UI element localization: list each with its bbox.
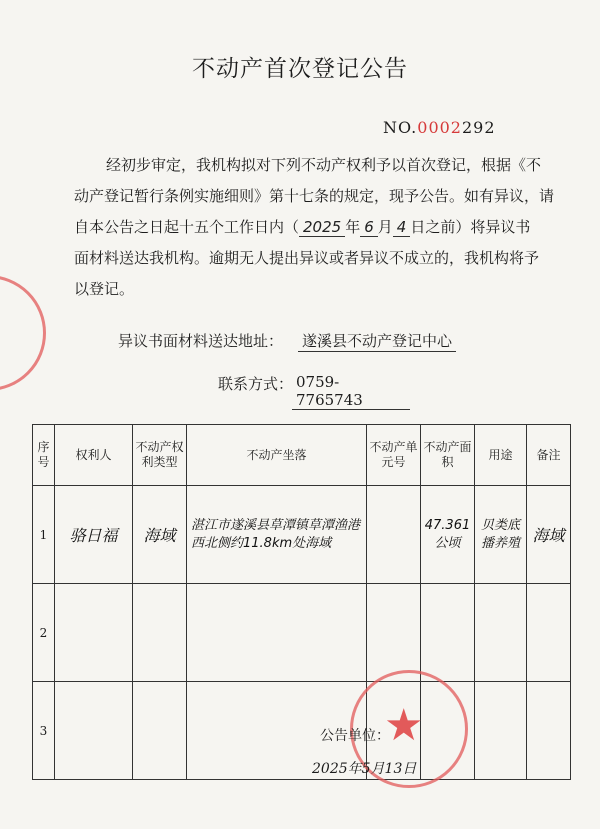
row-no: 3: [33, 682, 55, 780]
row-unit-no: [367, 584, 421, 682]
month-unit: 月: [377, 218, 393, 236]
row-area: 47.361公顷: [421, 486, 475, 584]
doc-no-prefix: NO.: [383, 118, 418, 137]
row-area: [421, 584, 475, 682]
row-usage: [475, 682, 527, 780]
announcement-date: 2025年5月13日: [312, 761, 417, 777]
header-owner: 权利人: [55, 425, 133, 486]
table-row: [33, 584, 571, 682]
body-line-3-prefix: 自本公告之日起十五个工作日内（: [74, 218, 300, 236]
header-location: 不动产坐落: [187, 425, 367, 486]
header-right-type: 不动产权利类型: [133, 425, 187, 486]
body-line-4: 面材料送达我机构。逾期无人提出异议或者异议不成立的，我机构将予: [74, 249, 540, 267]
table-row: [33, 486, 571, 584]
issuer-label: 公告单位：: [320, 728, 390, 744]
row-owner: [55, 682, 133, 780]
row-note: 海域: [527, 486, 571, 584]
header-unit-no: 不动产单元号: [367, 425, 421, 486]
row-right-type: [133, 682, 187, 780]
row-usage: 贝类底播养殖: [475, 486, 527, 584]
document-number: [383, 118, 496, 137]
property-table: [32, 424, 571, 780]
row-right-type: 海域: [133, 486, 187, 584]
contact-label: 联系方式：: [218, 375, 294, 393]
row-owner: [55, 584, 133, 682]
header-area: 不动产面积: [421, 425, 475, 486]
row-unit-no: [367, 486, 421, 584]
table-row: [33, 682, 571, 780]
row-right-type: [133, 584, 187, 682]
row-no: 1: [33, 486, 55, 584]
row-note: [527, 682, 571, 780]
announcement-body: [74, 150, 574, 305]
row-no: 2: [33, 584, 55, 682]
deadline-day: 4: [393, 218, 411, 237]
deadline-year: 2025: [299, 218, 345, 237]
doc-no-black-digits: 292: [461, 118, 496, 137]
body-line-3-suffix: 日之前）将异议书: [410, 218, 531, 236]
row-location: 湛江市遂溪县草潭镇草潭渔港西北侧约11.8km处海域: [187, 486, 367, 584]
row-note: [527, 584, 571, 682]
announcement-title: 不动产首次登记公告: [192, 56, 408, 82]
edge-seal-stamp: [0, 275, 46, 391]
body-line-2: 动产登记暂行条例实施细则》第十七条的规定，现予公告。如有异议，请: [74, 187, 555, 205]
address-value: 遂溪县不动产登记中心: [298, 330, 456, 352]
table-header-row: [33, 425, 571, 486]
seal-star-icon: ★: [384, 700, 424, 751]
doc-no-red-digits: 0002: [417, 118, 462, 137]
year-unit: 年: [345, 218, 361, 236]
body-line-3: [74, 212, 574, 243]
row-location: [187, 584, 367, 682]
contact-value: 0759-7765743: [292, 373, 410, 410]
row-usage: [475, 584, 527, 682]
row-owner: 骆日福: [55, 486, 133, 584]
body-line-5: 以登记。: [74, 280, 135, 298]
deadline-month: 6: [360, 218, 378, 237]
header-note: 备注: [527, 425, 571, 486]
body-line-1: 经初步审定，我机构拟对下列不动产权利予以首次登记，根据《不: [106, 156, 542, 174]
header-no: 序号: [33, 425, 55, 486]
address-label: 异议书面材料送达地址：: [118, 332, 284, 350]
header-usage: 用途: [475, 425, 527, 486]
